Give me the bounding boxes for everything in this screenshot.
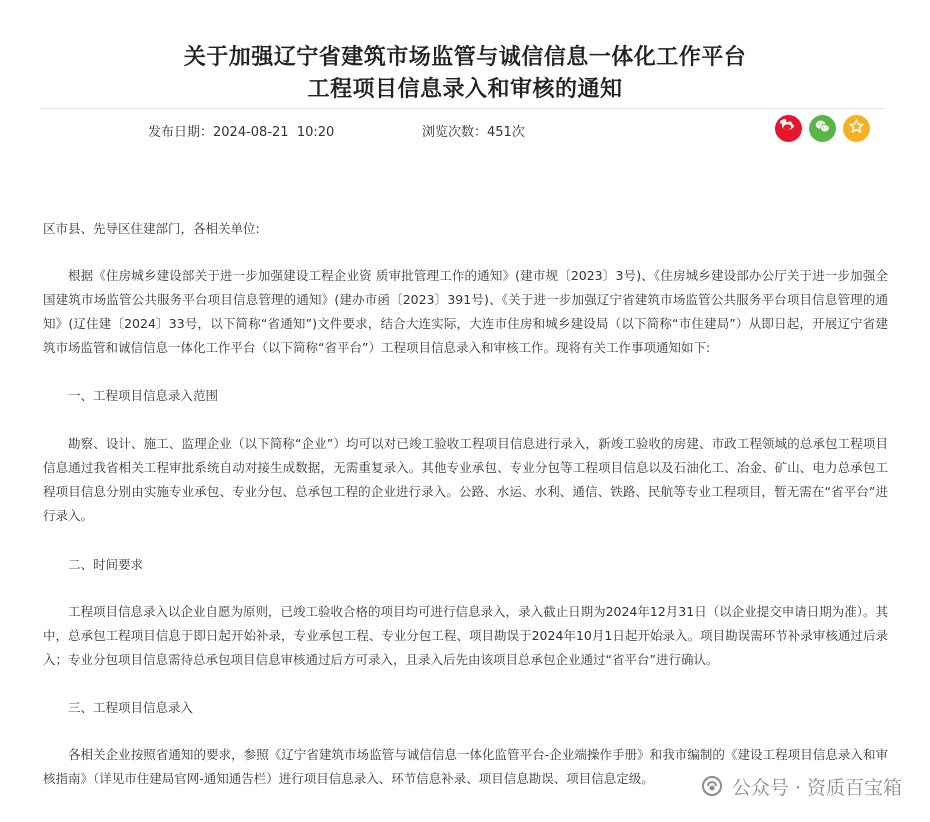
paragraph-scope <box>43 432 888 528</box>
paragraph-time <box>43 600 888 672</box>
favorite-star-icon <box>848 118 865 139</box>
paragraph-entry-text: 各相关企业按照省通知的要求，参照《辽宁省建筑市场监管与诚信信息一体化监管平台-企业端操作手册》和我市编制的《建设工程项目信息录入和审核指南》（详见市住建局官网-通知通告栏）进行项目信息录入、环节信息补录、项目信息勘误、项目信息定级。 <box>43 747 888 786</box>
view-count-value: 451次 <box>487 125 525 140</box>
paragraph-scope-text: 勘察、设计、施工、监理企业（以下简称“企业”）均可以对已竣工验收工程项目信息进行录入，新竣工验收的房建、市政工程领域的总承包工程项目信息通过我省相关工程审批系统自动对接生成数据，无需重复录入。其他专业承包、专业分包等工程项目信息以及石油化工、冶金、矿山、电力总承包工程项目信息分别由实施专业承包、专业分包、总承包工程的企业进行录入。公路、水运、水利、通信、铁路、民航等专业工程项目，暂无需在“省平台”进行录入。 <box>43 436 888 523</box>
publish-date-label: 发布日期： <box>148 125 214 140</box>
section-heading-scope <box>43 384 888 408</box>
paragraph-intro-text: 根据《住房城乡建设部关于进一步加强建设工程企业资 质审批管理工作的通知》(建市规〔2023〕3号)、《住房城乡建设部办公厅关于进一步加强全国建筑市场监管公共服务平台项目信息管理的通知》(建办市函〔2023〕391号)、《关于进一步加强辽宁省建筑市场监管公共服务平台项目信息管理的通知》(辽住建〔2024〕33号，以下简称“省通知”)文件要求，结合大连实际，大连市住房和城乡建设局（以下简称“市住建局”）从即日起，开展辽宁省建筑市场监管和诚信信息一体化工作平台（以下简称“省平台”）工程项目信息录入和审核工作。现将有关工作事项通知如下: <box>43 268 888 355</box>
wechat-share-button[interactable] <box>809 115 836 142</box>
wechat-icon <box>814 118 831 139</box>
page-title-line-1: 关于加强辽宁省建筑市场监管与诚信信息一体化工作平台 <box>183 45 747 70</box>
title-divider <box>40 108 885 109</box>
favorite-share-button[interactable] <box>843 115 870 142</box>
paragraph-intro <box>43 264 888 360</box>
weibo-icon <box>780 118 797 139</box>
weibo-share-button[interactable] <box>775 115 802 142</box>
view-count <box>422 121 525 140</box>
salutation: 区市县、先导区住建部门，各相关单位: <box>43 221 260 236</box>
watermark-text: 公众号 · 资质百宝箱 <box>731 776 902 799</box>
section-heading-time <box>43 553 888 577</box>
watermark <box>700 771 902 801</box>
publish-date <box>148 121 334 140</box>
view-count-label: 浏览次数： <box>422 125 488 140</box>
section-heading-entry <box>43 696 888 720</box>
paragraph-time-text: 工程项目信息录入以企业自愿为原则，已竣工验收合格的项目均可进行信息录入，录入截止日期为2024年12月31日（以企业提交申请日期为准）。其中，总承包工程项目信息于即日起开始补录，专业承包工程、专业分包工程、项目勘误于2024年10月1日起开始录入。项目勘误需环节补录审核通过后录入；专业分包项目信息需待总承包项目信息审核通过后方可录入，且录入后先由该项目总承包企业通过“省平台”进行确认。 <box>43 604 888 667</box>
section-heading-time-text: 二、时间要求 <box>68 557 144 572</box>
publish-date-value: 2024-08-21 10:20 <box>213 125 335 140</box>
page-title-line-2: 工程项目信息录入和审核的通知 <box>307 77 623 102</box>
wechat-official-account-icon <box>700 774 724 798</box>
section-heading-entry-text: 三、工程项目信息录入 <box>68 700 194 715</box>
section-heading-scope-text: 一、工程项目信息录入范围 <box>68 388 219 403</box>
